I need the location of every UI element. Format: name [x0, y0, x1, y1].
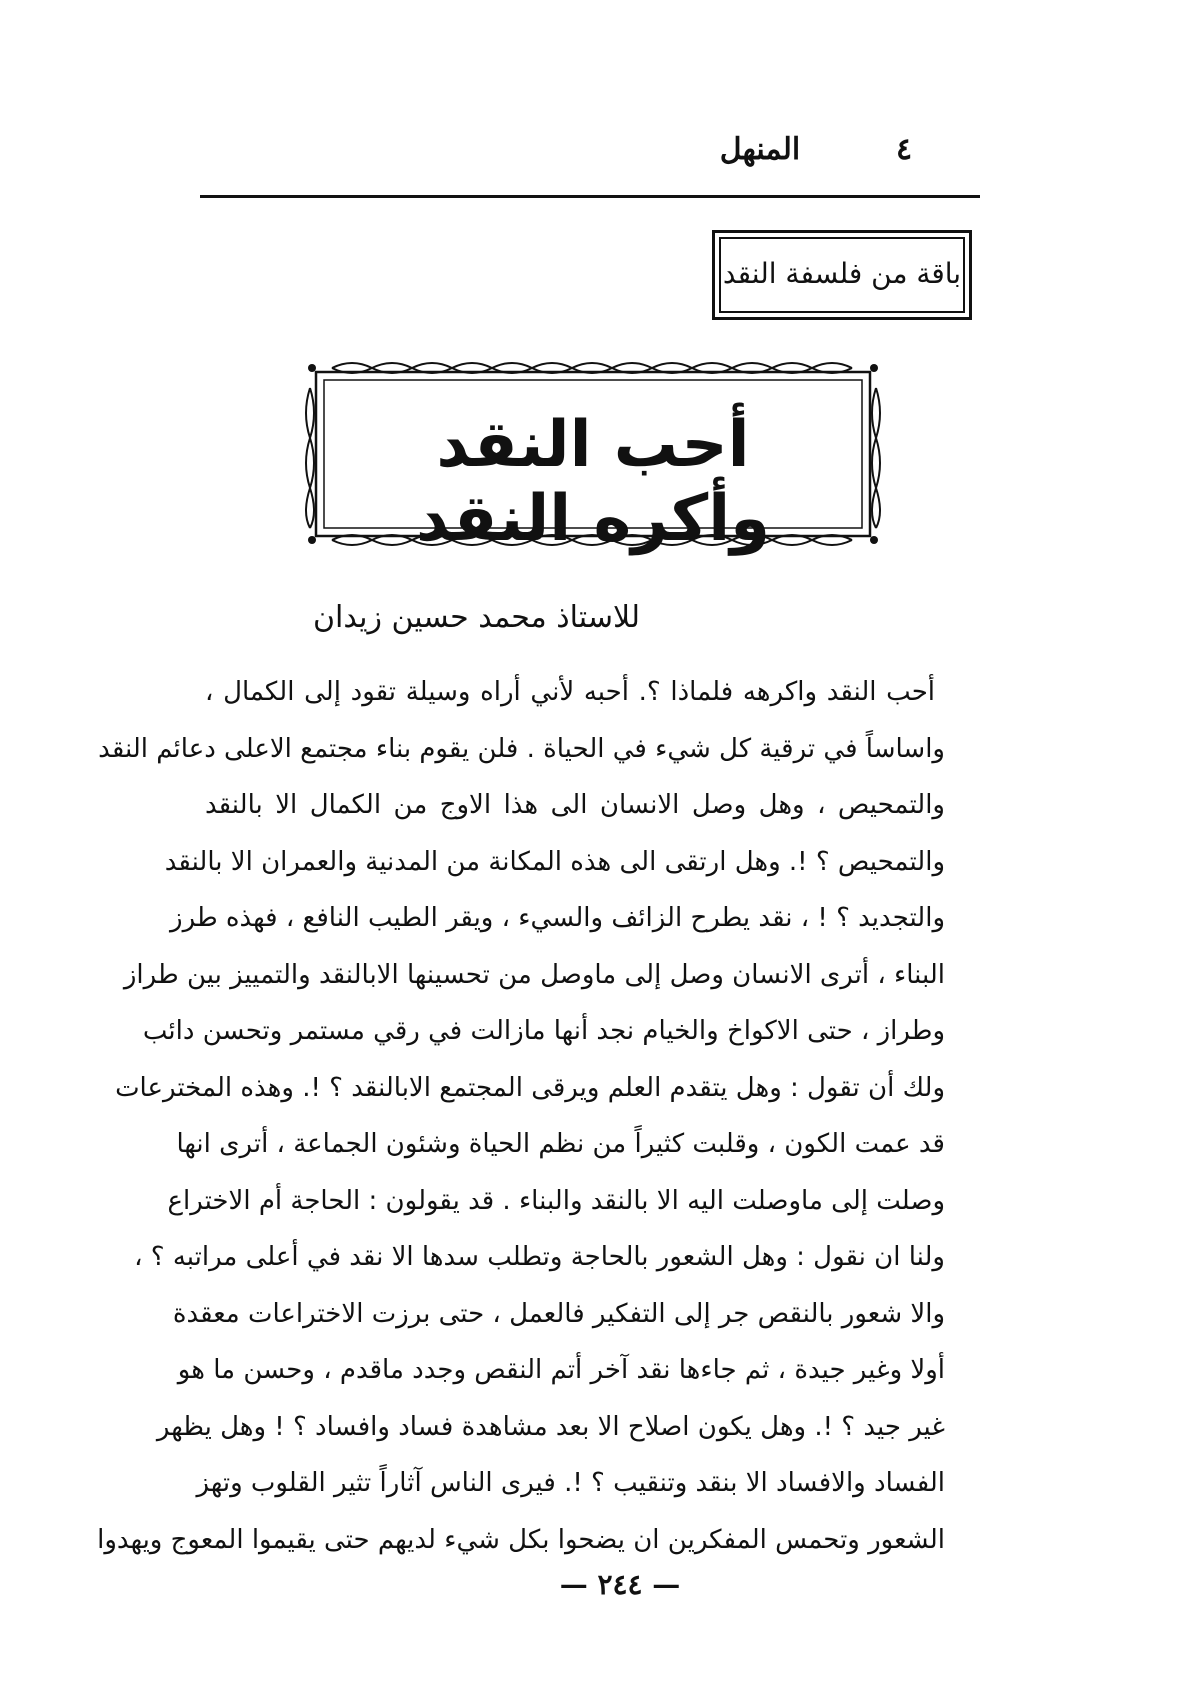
running-title: المنهل — [719, 132, 801, 167]
body-line: أحب النقد واكرهه فلماذا ؟. أحبه لأني أراه وسيلة تقود إلى الكمال ، — [205, 677, 935, 707]
series-box — [712, 230, 972, 320]
body-line: قد عمت الكون ، وقلبت كثيراً من نظم الحياة وشئون الجماعة ، أترى انها — [176, 1129, 945, 1159]
body-line: والتمحيص ؟ !. وهل ارتقى الى هذه المكانة من المدنية والعمران الا بالنقد — [164, 846, 945, 877]
body-line: والا شعور بالنقص جر إلى التفكير فالعمل ، حتى برزت الاختراعات معقدة — [172, 1298, 945, 1329]
body-line: والتمحيص ، وهل وصل الانسان الى هذا الاوج من الكمال الا بالنقد — [205, 790, 945, 820]
body-line: والتجديد ؟ ! ، نقد يطرح الزائف والسيء ، ويقر الطيب النافع ، فهذه طرز — [170, 903, 945, 933]
article-body — [97, 664, 945, 1568]
body-line: أولا وغير جيدة ، ثم جاءها نقد آخر أتم النقص وجدد ماقدم ، وحسن ما هو — [177, 1355, 945, 1385]
page-number: ٤ — [896, 132, 913, 167]
series-label: باقة من فلسفة النقد — [722, 257, 962, 290]
body-line: ولك أن تقول : وهل يتقدم العلم ويرقى المجتمع الابالنقد ؟ !. وهذه المخترعات — [115, 1072, 945, 1103]
footer-page-number: — ٢٤٤ — — [559, 1568, 681, 1601]
body-line: وصلت إلى ماوصلت اليه الا بالنقد والبناء . قد يقولون : الحاجة أم الاختراع — [167, 1185, 945, 1216]
article-title: أحب النقد وأكره النقد — [416, 408, 770, 556]
body-line: البناء ، أترى الانسان وصل إلى ماوصل من تحسينها الابالنقد والتمييز بين طراز — [123, 959, 945, 990]
title-frame — [302, 358, 884, 556]
body-line: الشعور وتحمس المفكرين ان يضحوا بكل شيء لديهم حتى يقيموا المعوج ويهدوا — [97, 1524, 945, 1555]
header-rule — [200, 195, 980, 198]
body-line: غير جيد ؟ !. وهل يكون اصلاح الا بعد مشاهدة فساد وافساد ؟ ! وهل يظهر — [156, 1411, 945, 1442]
body-line: ولنا ان نقول : وهل الشعور بالحاجة وتطلب سدها الا نقد في أعلى مراتبه ؟ ، — [134, 1242, 945, 1272]
page-header — [200, 132, 980, 182]
body-line: واساساً في ترقية كل شيء في الحياة . فلن يقوم بناء مجتمع الاعلى دعائم النقد — [98, 733, 945, 764]
author-line: للاستاذ محمد حسين زيدان — [312, 600, 640, 635]
body-line: الفساد والافساد الا بنقد وتنقيب ؟ !. فيرى الناس آثاراً تثير القلوب وتهز — [196, 1468, 945, 1498]
body-line: وطراز ، حتى الاكواخ والخيام نجد أنها مازالت في رقي مستمر وتحسن دائب — [142, 1016, 945, 1046]
